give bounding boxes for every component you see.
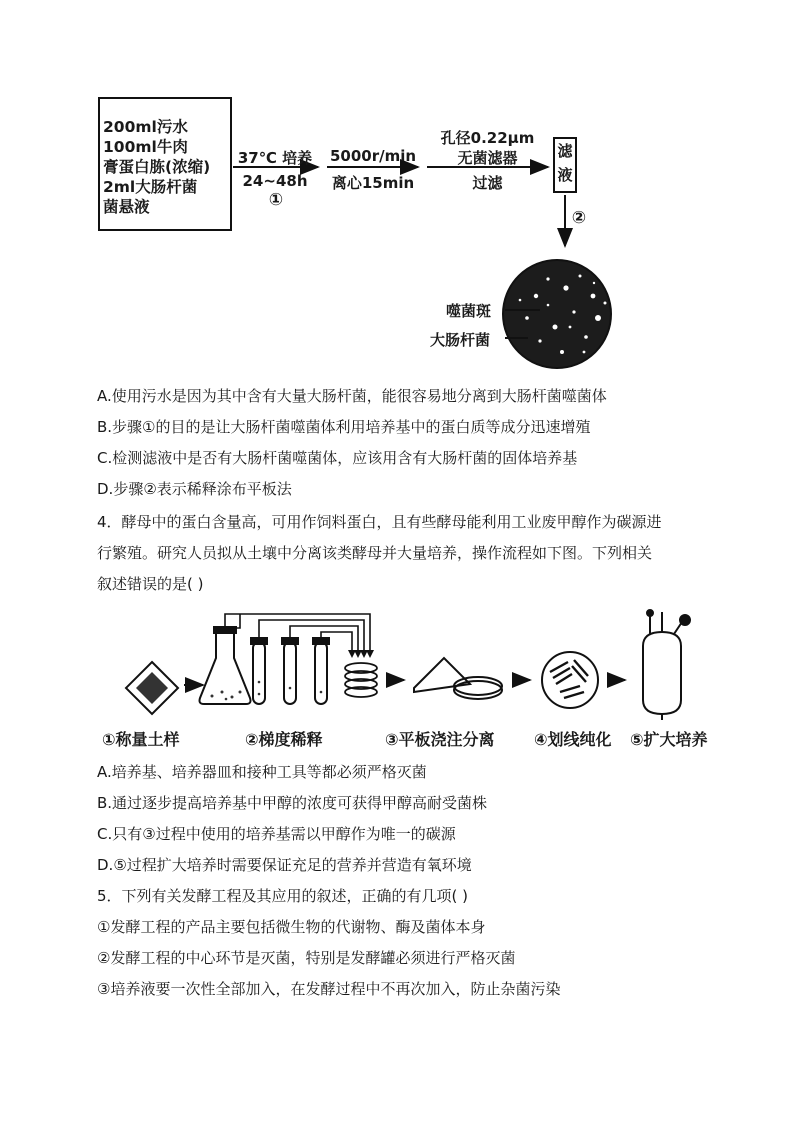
flask-icon [200,626,251,704]
filter-pore-label: 孔径0.22μm [440,129,535,147]
q5-statement: ①发酵工程的产品主要包括微生物的代谢物、酶及菌体本身 [97,918,486,936]
q4-option-d: D.⑤过程扩大培养时需要保证充足的营养并营造有氧环境 [97,856,472,874]
caption-serial-dilution: ②梯度稀释 [245,730,323,749]
q4-stem-line: 叙述错误的是( ) [97,575,204,593]
streak-plate-icon [542,652,598,708]
q4-option-a: A.培养基、培养器皿和接种工具等都必须严格灭菌 [97,763,427,781]
q4-option-c: C.只有③过程中使用的培养基需以甲醇作为唯一的碳源 [97,825,456,843]
plate-stack-icon [345,663,377,697]
culture-time-label: 24~48h [242,172,308,190]
q4-stem-line: 4．酵母中的蛋白含量高，可用作饲料蛋白，且有些酵母能利用工业废甲醇作为碳源进 [97,513,662,531]
step1-number: ① [268,190,284,210]
caption-weigh-soil: ①称量土样 [102,730,180,749]
box-line: 膏蛋白胨(浓缩) [103,158,211,176]
filter-device-label: 无菌滤器 [457,149,518,167]
q3-option-a: A.使用污水是因为其中含有大量大肠杆菌，能很容易地分离到大肠杆菌噬菌体 [97,387,607,405]
filtrate-char: 滤 [557,142,573,160]
culture-label: 37℃ 培养 [237,149,313,167]
q5-statement: ②发酵工程的中心环节是灭菌，特别是发酵罐必须进行严格灭菌 [97,949,516,967]
soil-sample-icon [126,662,178,714]
pour-plate-icon [414,658,502,699]
filtrate-box [553,137,577,193]
ecoli-label: 大肠杆菌 [430,331,491,349]
yeast-isolation-diagram [0,600,794,722]
box-line: 200ml污水 [103,118,188,136]
q3-option-b: B.步骤①的目的是让大肠杆菌噬菌体利用培养基中的蛋白质等成分迅速增殖 [97,418,591,436]
q4-option-b: B.通过逐步提高培养基中甲醇的浓度可获得甲醇高耐受菌株 [97,794,488,812]
box-line: 菌悬液 [103,198,150,216]
filter-action-label: 过滤 [472,174,503,192]
caption-scale-up: ⑤扩大培养 [630,730,708,749]
fermenter-icon [643,610,690,720]
q5-statement: ③培养液要一次性全部加入，在发酵过程中不再次加入，防止杂菌污染 [97,980,561,998]
filtrate-char: 液 [557,166,573,184]
petri-plate [503,260,611,368]
q3-option-d: D.步骤②表示稀释涂布平板法 [97,480,292,498]
q5-stem: 5．下列有关发酵工程及其应用的叙述，正确的有几项( ) [97,887,469,905]
test-tubes-icon [251,638,329,704]
centrifuge-speed-label: 5000r/min [329,147,417,165]
box-line: 2ml大肠杆菌 [103,178,198,196]
centrifuge-time-label: 离心15min [331,174,415,192]
step2-number: ② [571,208,587,228]
transfer-lines [225,614,370,652]
plaque-label: 噬菌斑 [446,302,492,320]
q4-stem-line: 行繁殖。研究人员拟从土壤中分离该类酵母并大量培养，操作流程如下图。下列相关 [97,544,653,562]
caption-streak-purify: ④划线纯化 [534,730,612,749]
box-line: 100ml牛肉 [103,138,188,156]
caption-pour-plate: ③平板浇注分离 [385,730,495,749]
q3-option-c: C.检测滤液中是否有大肠杆菌噬菌体，应该用含有大肠杆菌的固体培养基 [97,449,578,467]
